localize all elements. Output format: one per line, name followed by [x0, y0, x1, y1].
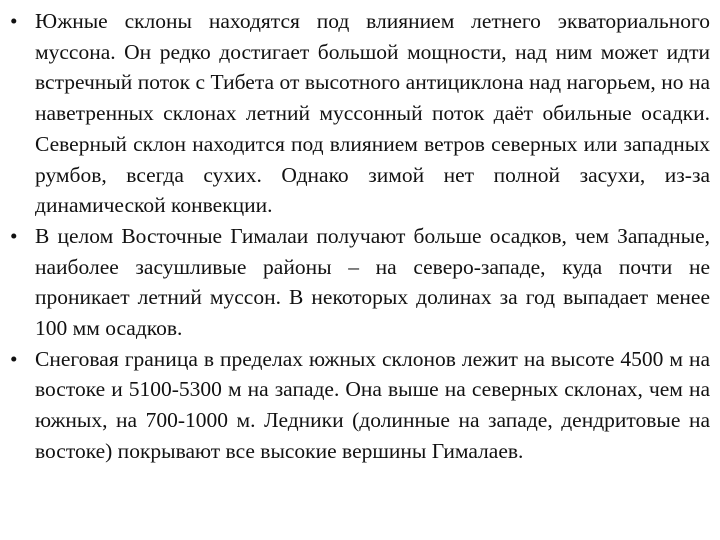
bullet-item-2	[10, 221, 710, 344]
bullet-text: В целом Восточные Гималаи получают больше осадков, чем Западные, наиболее засушливые районы – на северо-западе, куда почти не проникает летний муссон. В некоторых долинах за год выпадает менее 100 мм осадков.	[35, 223, 710, 341]
bullet-item-1	[10, 6, 710, 221]
bullet-marker: •	[10, 223, 18, 248]
bullet-item-3	[10, 344, 710, 467]
bullet-list	[10, 6, 710, 467]
bullet-text: Снеговая граница в пределах южных склонов лежит на высоте 4500 м на востоке и 5100-5300 м на западе. Она выше на северных склонах, чем на южных, на 700-1000 м. Ледники (долинные на западе, дендритовые на востоке) покрывают все высокие вершины Гималаев.	[35, 346, 710, 463]
bullet-text: Южные склоны находятся под влиянием летнего экваториального муссона. Он редко достигает большой мощности, над ним может идти встречный поток с Тибета от высотного антициклона над нагорьем, но на наветренных склонах летний муссонный поток даёт обильные осадки. Северный склон находится под влиянием ветров северных или западных румбов, всегда сухих. Однако зимой нет полной засухи, из-за динамической конвекции.	[35, 9, 710, 218]
bullet-marker: •	[10, 346, 18, 371]
bullet-marker: •	[10, 9, 18, 33]
